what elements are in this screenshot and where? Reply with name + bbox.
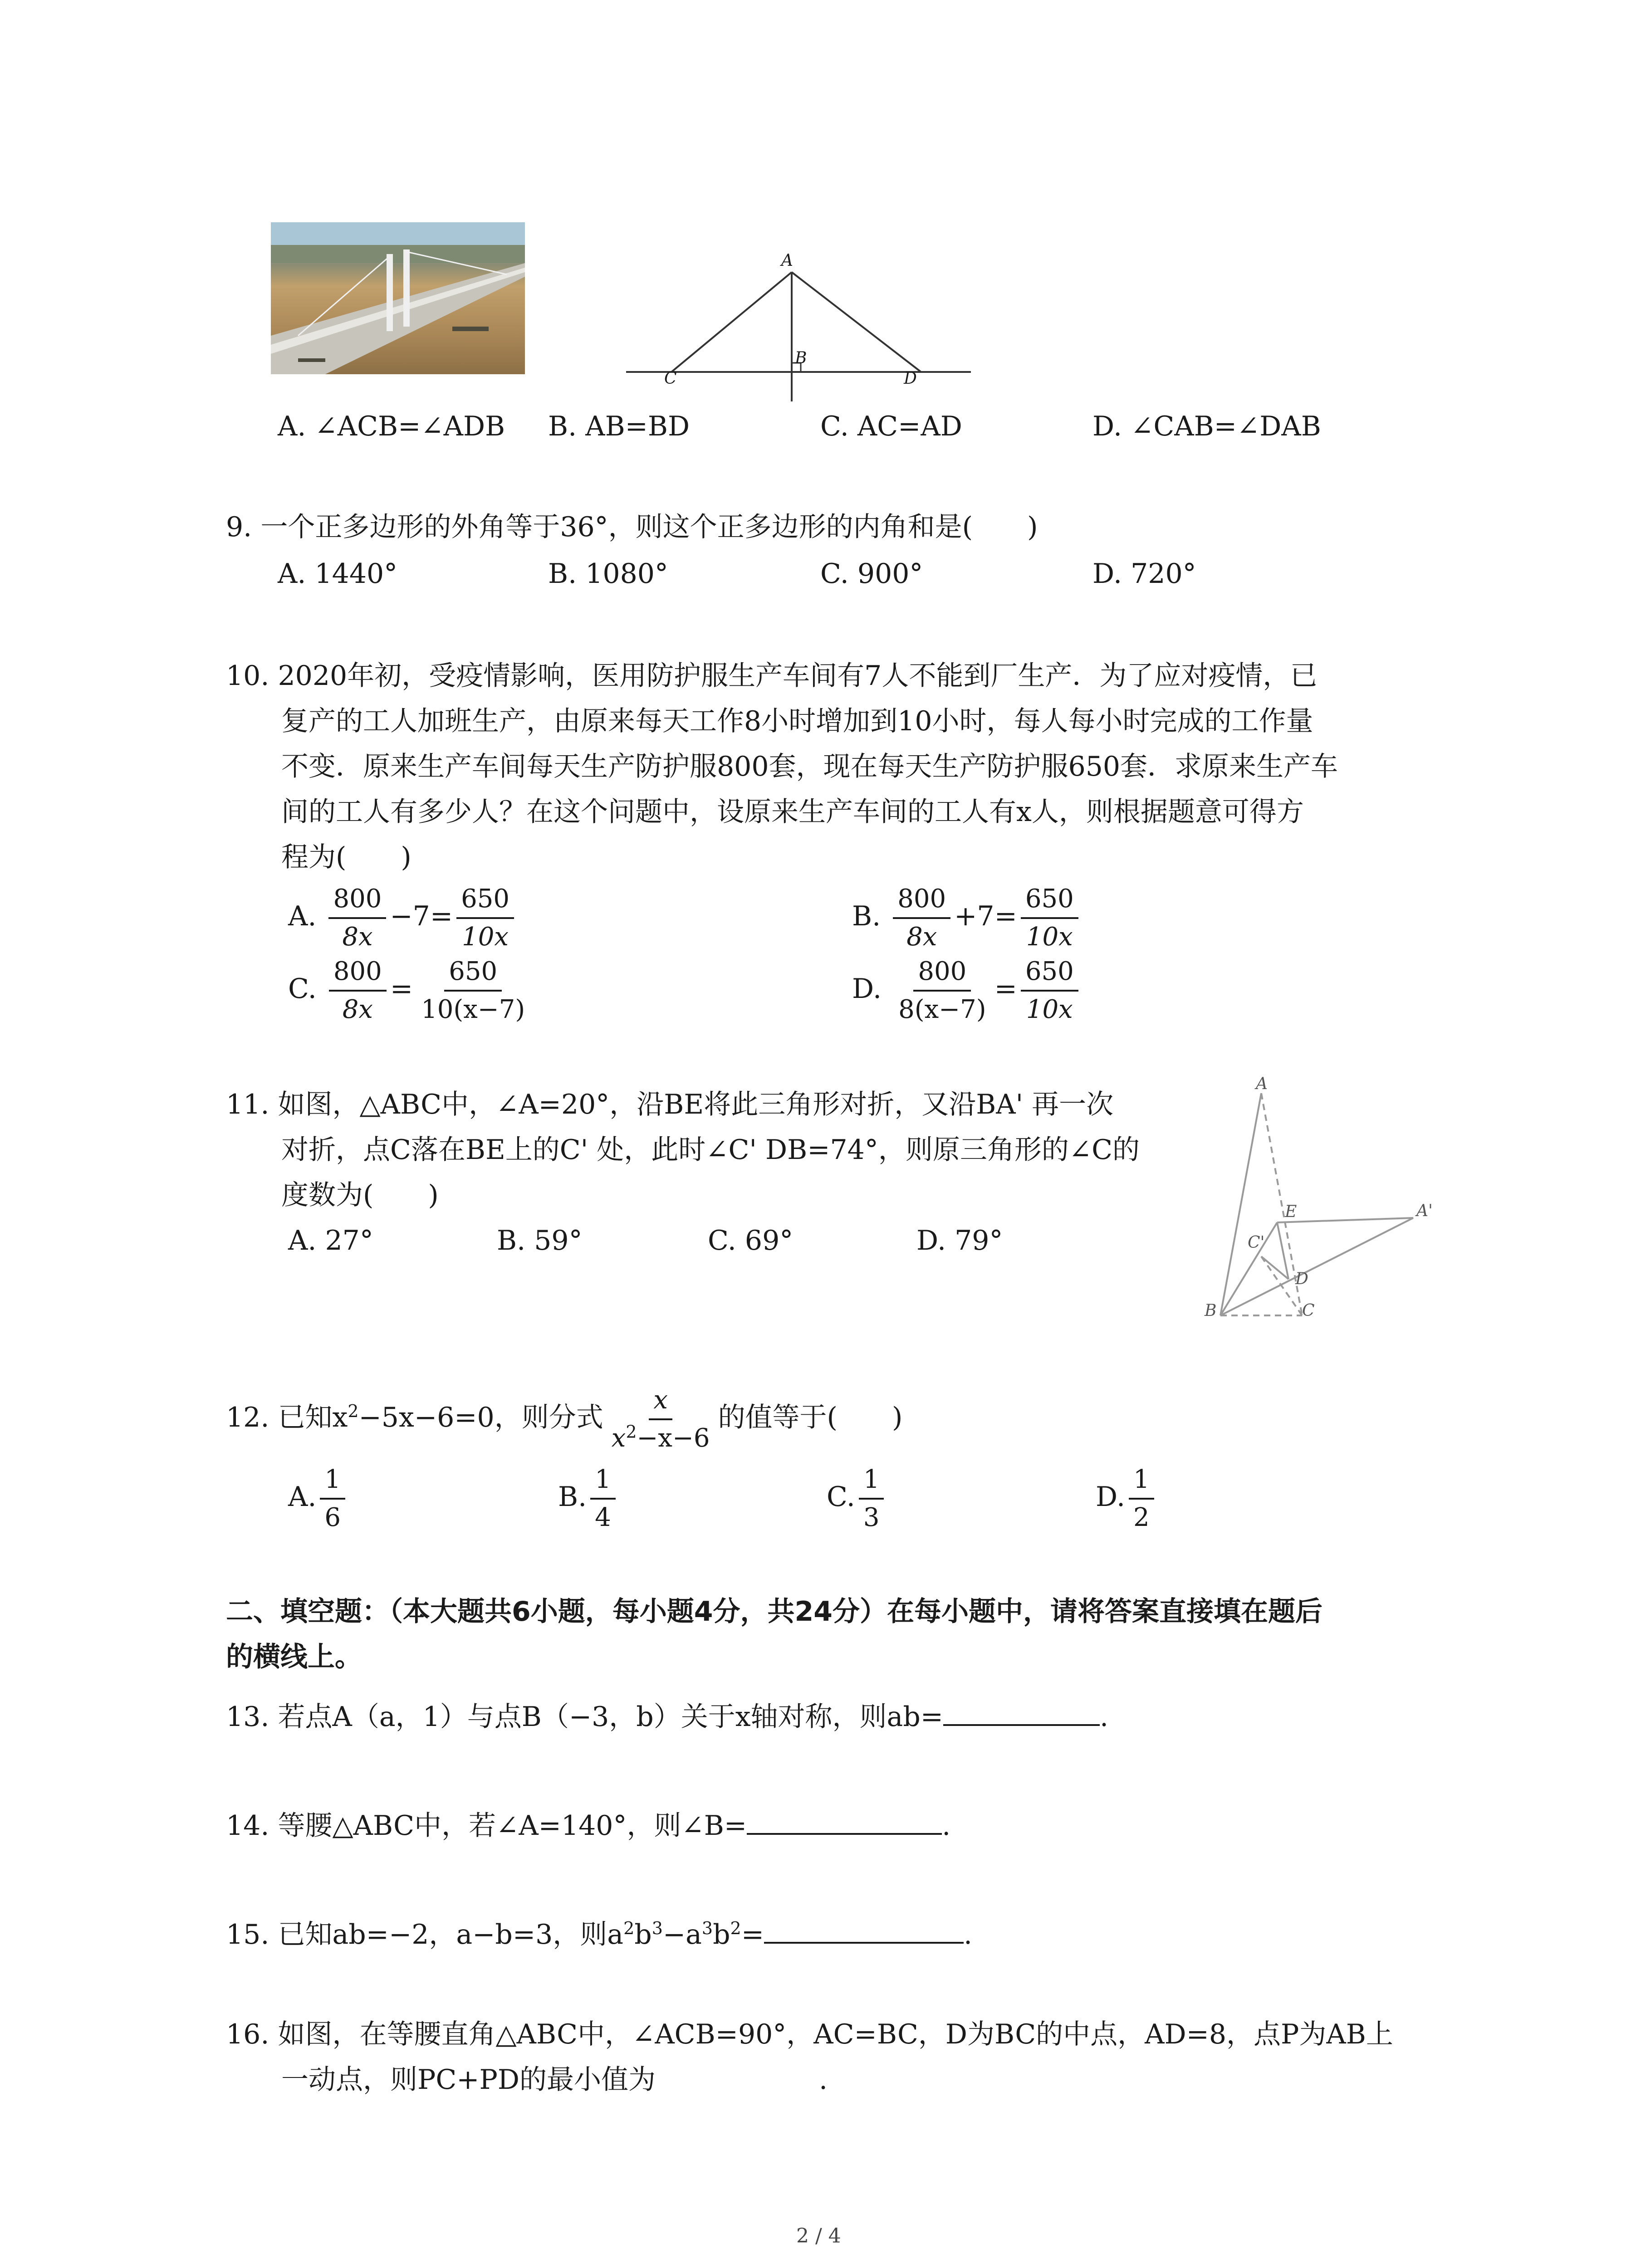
q10-option-b: B. $\frac{800}{8x}$ +7= $\frac{650}{10x}$ xyxy=(852,878,1082,955)
q10-option-c: C. $\frac{800}{8x}$ = $\frac{650}{10(x-7)}$ xyxy=(288,950,533,1028)
q12-stem: 12. 已知$x^2-5x-6=0$，则分式 $\frac{x}{x^2-x-6}$ 的值等于( ) xyxy=(226,1379,902,1457)
q12-option-d: D. $\frac{1}{2}$ xyxy=(1096,1458,1158,1536)
q10-line-4: 间的工人有多少人？在这个问题中，设原来生产车间的工人有x人，则根据题意可得方 xyxy=(281,796,1304,828)
section-2-heading-line-2: 的横线上。 xyxy=(226,1641,362,1673)
q9-option-c: C. 900° xyxy=(820,558,923,590)
q10-line-2: 复产的工人加班生产，由原来每天工作8小时增加到10小时，每人每小时完成的工作量 xyxy=(281,705,1313,737)
q10-line-5: 程为( ) xyxy=(281,841,411,873)
q9-option-b: B. 1080° xyxy=(548,558,668,590)
q11-option-b: B. 59° xyxy=(497,1225,583,1256)
q10-option-a: A. $\frac{800}{8x}$ −7= $\frac{650}{10x}$ xyxy=(288,878,518,955)
q11-figure-label-D: D xyxy=(1295,1270,1308,1288)
figure-label-D: D xyxy=(904,369,917,388)
q15: 15. 已知ab=−2，a−b=3，则$a^2b^3-a^3b^2=$ . xyxy=(226,1912,972,1957)
q10-line-3: 不变．原来生产车间每天生产防护服800套，现在每天生产防护服650套．求原来生产车 xyxy=(281,751,1338,782)
q12-option-b: B. $\frac{1}{4}$ xyxy=(558,1458,619,1536)
q10-line-1: 10. 2020年初，受疫情影响，医用防护服生产车间有7人不能到厂生产．为了应对疫情，已 xyxy=(226,660,1318,692)
q9-option-a: A. 1440° xyxy=(278,558,398,590)
section-2-heading-line-1: 二、填空题：（本大题共6小题，每小题4分，共24分）在每小题中，请将答案直接填在题后 xyxy=(226,1596,1323,1628)
folded-triangle-figure-q11 xyxy=(1198,1080,1452,1334)
q13-answer-blank[interactable] xyxy=(943,1697,1100,1726)
q11-figure-label-E: E xyxy=(1285,1202,1297,1221)
q13: 13. 若点A（a，1）与点B（−3，b）关于x轴对称，则ab= . xyxy=(226,1694,1108,1740)
q9-option-d: D. 720° xyxy=(1092,558,1196,590)
q12-option-a: A. $\frac{1}{6}$ xyxy=(288,1458,349,1536)
figure-label-A: A xyxy=(781,251,793,270)
q11-option-a: A. 27° xyxy=(288,1225,373,1256)
q14-answer-blank[interactable] xyxy=(747,1806,942,1835)
q11-line-2: 对折，点C落在BE上的C' 处，此时∠C' DB=74°，则原三角形的∠C的 xyxy=(281,1134,1140,1166)
q8-option-c: C. AC=AD xyxy=(820,411,962,442)
q11-line-3: 度数为( ) xyxy=(281,1179,439,1211)
q11-figure-label-C: C xyxy=(1302,1301,1315,1320)
q16-line-2: 一动点，则PC+PD的最小值为 . xyxy=(281,2064,828,2096)
q11-figure-label-A: A xyxy=(1256,1075,1268,1093)
bridge-photo xyxy=(271,222,525,374)
q11-line-1: 11. 如图，△ABC中，∠A=20°，沿BE将此三角形对折，又沿BA' 再一次 xyxy=(226,1089,1114,1120)
q8-option-a: A. ∠ACB=∠ADB xyxy=(278,411,505,442)
q15-answer-blank[interactable] xyxy=(764,1915,964,1944)
q14: 14. 等腰△ABC中，若∠A=140°，则∠B= . xyxy=(226,1803,950,1848)
figure-label-C: C xyxy=(664,369,677,388)
q11-figure-label-B: B xyxy=(1205,1301,1217,1320)
q10-option-d: D. $\frac{800}{8(x-7)}$ = $\frac{650}{10x}$ xyxy=(852,950,1082,1028)
q11-figure-label-A-prime: A' xyxy=(1416,1202,1433,1220)
page-number: 2 / 4 xyxy=(796,2224,841,2248)
q11-option-d: D. 79° xyxy=(916,1225,1003,1256)
q8-option-d: D. ∠CAB=∠DAB xyxy=(1092,411,1321,442)
q16-line-1: 16. 如图，在等腰直角△ABC中，∠ACB=90°，AC=BC，D为BC的中点，AD=8，点P为AB上 xyxy=(226,2019,1393,2050)
q11-figure-label-C-prime: C' xyxy=(1248,1233,1265,1252)
q9-stem: 9. 一个正多边形的外角等于36°，则这个正多边形的内角和是( ) xyxy=(226,511,1038,543)
q12-option-c: C. $\frac{1}{3}$ xyxy=(827,1458,887,1536)
figure-label-B: B xyxy=(795,349,807,367)
q11-option-c: C. 69° xyxy=(708,1225,794,1256)
q8-option-b: B. AB=BD xyxy=(548,411,690,442)
